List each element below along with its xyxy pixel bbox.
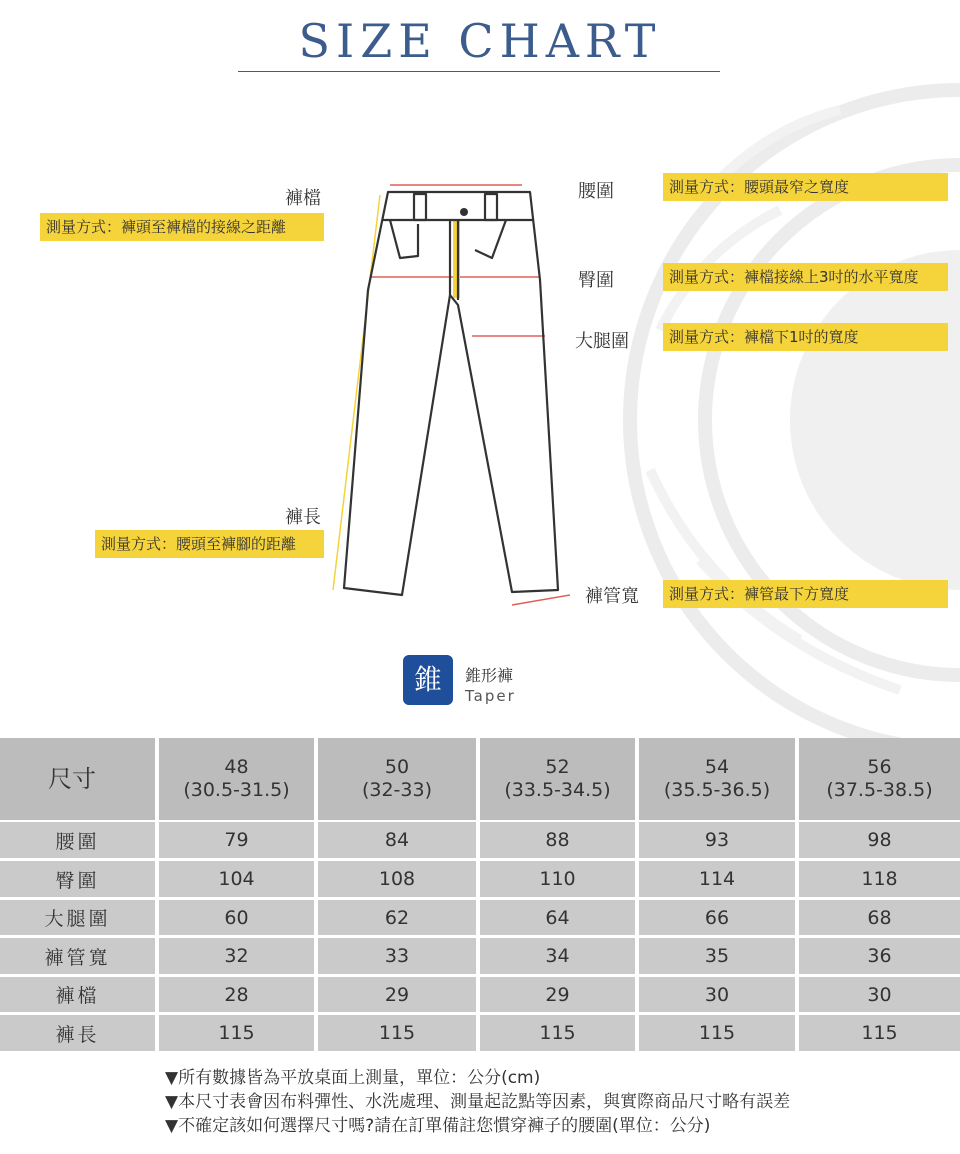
method-hip: 測量方式：褲檔接線上3吋的水平寬度 <box>663 263 948 291</box>
table-cell: 30 <box>639 977 795 1012</box>
table-cell: 66 <box>639 900 795 935</box>
table-cell: 104 <box>159 861 314 897</box>
row-label: 褲檔 <box>0 977 155 1012</box>
size-header-52: 52 (33.5-34.5) <box>480 738 635 820</box>
notes <box>165 1066 790 1138</box>
table-row <box>0 977 960 1012</box>
size-header-48: 48 (30.5-31.5) <box>159 738 314 820</box>
table-cell: 29 <box>480 977 635 1012</box>
title-divider <box>238 71 720 72</box>
table-cell: 79 <box>159 822 314 858</box>
row-label: 大腿圍 <box>0 900 155 935</box>
table-cell: 98 <box>799 822 960 858</box>
method-waist: 測量方式：腰頭最窄之寬度 <box>663 173 948 201</box>
row-label: 褲長 <box>0 1015 155 1051</box>
table-header-row <box>0 738 960 820</box>
length-guide <box>333 195 380 590</box>
table-cell: 115 <box>799 1015 960 1051</box>
label-thigh: 大腿圍 <box>575 331 629 352</box>
hem-line <box>512 595 570 605</box>
table-cell: 64 <box>480 900 635 935</box>
label-waist: 腰圍 <box>578 181 614 202</box>
note-variance: ▼本尺寸表會因布料彈性、水洗處理、測量起訖點等因素，與實際商品尺寸略有誤差 <box>165 1092 791 1112</box>
size-header-54: 54 (35.5-36.5) <box>639 738 795 820</box>
row-label: 褲管寬 <box>0 938 155 974</box>
table-cell: 115 <box>318 1015 476 1051</box>
table-cell: 62 <box>318 900 476 935</box>
table-cell: 115 <box>480 1015 635 1051</box>
table-cell: 88 <box>480 822 635 858</box>
table-cell: 33 <box>318 938 476 974</box>
table-cell: 60 <box>159 900 314 935</box>
table-cell: 93 <box>639 822 795 858</box>
label-hip: 臀圍 <box>578 270 614 291</box>
table-cell: 115 <box>159 1015 314 1051</box>
table-cell: 118 <box>799 861 960 897</box>
table-cell: 68 <box>799 900 960 935</box>
button-icon <box>460 208 468 216</box>
pants-diagram <box>330 180 570 620</box>
table-corner-label: 尺寸 <box>0 738 155 820</box>
note-measure: ▼所有數據皆為平放桌面上測量，單位：公分(cm) <box>165 1068 541 1088</box>
table-row <box>0 861 960 897</box>
label-crotch: 褲檔 <box>285 188 321 209</box>
method-length: 測量方式：腰頭至褲腳的距離 <box>95 530 324 558</box>
table-cell: 114 <box>639 861 795 897</box>
table-row <box>0 822 960 858</box>
size-header-50: 50 (32-33) <box>318 738 476 820</box>
table-cell: 84 <box>318 822 476 858</box>
taper-badge-icon: 錐 <box>403 655 453 705</box>
method-crotch: 測量方式：褲頭至褲檔的接線之距離 <box>40 213 324 241</box>
size-header-56: 56 (37.5-38.5) <box>799 738 960 820</box>
table-cell: 110 <box>480 861 635 897</box>
table-cell: 32 <box>159 938 314 974</box>
table-cell: 108 <box>318 861 476 897</box>
table-row <box>0 900 960 935</box>
table-row <box>0 1015 960 1051</box>
table-cell: 28 <box>159 977 314 1012</box>
table-row <box>0 938 960 974</box>
method-thigh: 測量方式：褲檔下1吋的寬度 <box>663 323 948 351</box>
label-length: 褲長 <box>285 507 321 528</box>
table-cell: 30 <box>799 977 960 1012</box>
row-label: 臀圍 <box>0 861 155 897</box>
method-hem: 測量方式：褲管最下方寬度 <box>663 580 948 608</box>
table-cell: 34 <box>480 938 635 974</box>
row-label: 腰圍 <box>0 822 155 858</box>
note-order: ▼不確定該如何選擇尺寸嗎?請在訂單備註您慣穿褲子的腰圍(單位：公分) <box>165 1116 711 1136</box>
fit-name-english: Taper <box>465 687 516 705</box>
table-cell: 29 <box>318 977 476 1012</box>
table-cell: 115 <box>639 1015 795 1051</box>
label-hem: 褲管寬 <box>585 586 639 607</box>
page-title: SIZE CHART <box>298 14 662 68</box>
table-cell: 35 <box>639 938 795 974</box>
table-cell: 36 <box>799 938 960 974</box>
fit-name: 錐形褲 <box>465 666 514 685</box>
